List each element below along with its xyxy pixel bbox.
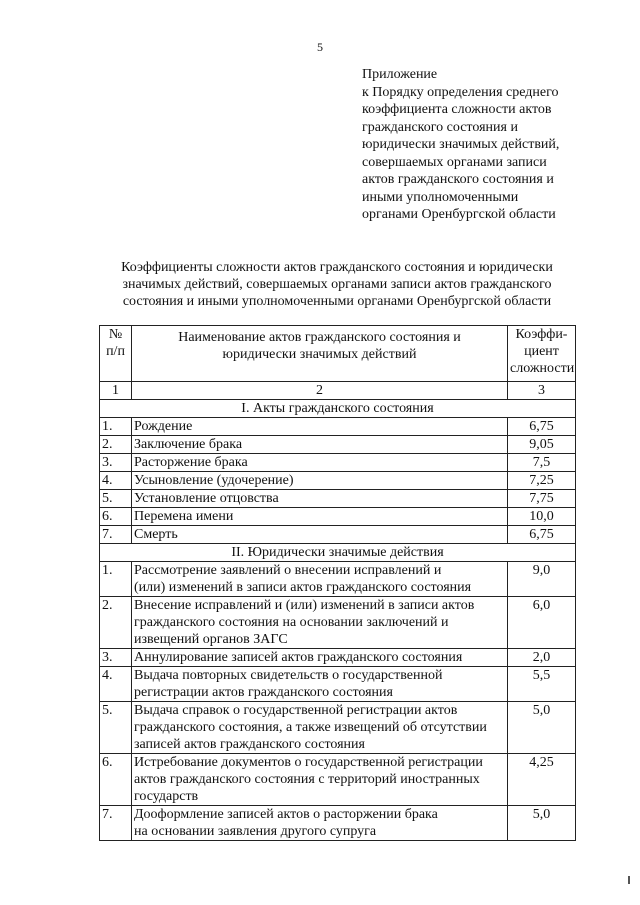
row-number: 2.	[100, 436, 132, 454]
coefficients-table	[99, 325, 576, 841]
row-coefficient: 2,0	[508, 649, 576, 667]
row-coefficient: 4,25	[508, 754, 576, 806]
row-coefficient: 9,0	[508, 562, 576, 597]
row-name: Выдача повторных свидетельств о государственной регистрации актов гражданского состояния	[132, 667, 508, 702]
table-row	[100, 418, 576, 436]
table-body	[100, 400, 576, 841]
row-coefficient: 9,05	[508, 436, 576, 454]
table-row	[100, 508, 576, 526]
table-row	[100, 667, 576, 702]
header-name: Наименование актов гражданского состояния и юридически значимых действий	[132, 326, 508, 382]
row-number: 5.	[100, 490, 132, 508]
row-coefficient: 7,75	[508, 490, 576, 508]
row-name: Аннулирование записей актов гражданского состояния	[132, 649, 508, 667]
page-edge-mark	[628, 876, 630, 884]
row-number: 1.	[100, 418, 132, 436]
section-title: II. Юридически значимые действия	[100, 544, 576, 562]
row-number: 2.	[100, 597, 132, 649]
table-row	[100, 436, 576, 454]
table-row	[100, 490, 576, 508]
row-number: 3.	[100, 649, 132, 667]
table-row	[100, 754, 576, 806]
table-row	[100, 562, 576, 597]
row-name: Установление отцовства	[132, 490, 508, 508]
section-title: I. Акты гражданского состояния	[100, 400, 576, 418]
table-row	[100, 702, 576, 754]
table-header-row	[100, 326, 576, 382]
row-name: Дооформление записей актов о расторжении брака на основании заявления другого супруга	[132, 806, 508, 841]
appendix-note: Приложение к Порядку определения среднего коэффициента сложности актов гражданского состояния и юридически значимых действий, совершаемых органами записи актов гражданского состояния и иными уполномоченными органами Оренбургской области	[362, 67, 560, 222]
row-name: Внесение исправлений и (или) изменений в записи актов гражданского состояния на основании заключений и извещений органов ЗАГС	[132, 597, 508, 649]
row-number: 6.	[100, 508, 132, 526]
row-coefficient: 7,5	[508, 454, 576, 472]
row-number: 6.	[100, 754, 132, 806]
row-number: 7.	[100, 806, 132, 841]
column-number: 2	[132, 382, 508, 400]
document-title: Коэффициенты сложности актов гражданского состояния и юридически значимых действий, совершаемых органами записи актов гражданского состояния и иными уполномоченными органами Оренбургской области	[121, 260, 553, 309]
row-number: 4.	[100, 472, 132, 490]
column-number: 1	[100, 382, 132, 400]
row-coefficient: 5,5	[508, 667, 576, 702]
row-number: 1.	[100, 562, 132, 597]
table-row	[100, 806, 576, 841]
row-coefficient: 6,0	[508, 597, 576, 649]
column-number: 3	[508, 382, 576, 400]
row-number: 4.	[100, 667, 132, 702]
section-row	[100, 544, 576, 562]
page-number: 5	[317, 40, 323, 54]
row-coefficient: 7,25	[508, 472, 576, 490]
table-row	[100, 454, 576, 472]
row-name: Смерть	[132, 526, 508, 544]
row-name: Расторжение брака	[132, 454, 508, 472]
section-row	[100, 400, 576, 418]
header-coefficient: Коэффи- циент сложности	[508, 326, 576, 382]
row-name: Истребование документов о государственной регистрации актов гражданского состояния с территорий иностранных государств	[132, 754, 508, 806]
row-name: Усыновление (удочерение)	[132, 472, 508, 490]
row-coefficient: 5,0	[508, 806, 576, 841]
row-coefficient: 5,0	[508, 702, 576, 754]
row-number: 3.	[100, 454, 132, 472]
header-number: № п/п	[100, 326, 132, 382]
row-coefficient: 10,0	[508, 508, 576, 526]
row-name: Рассмотрение заявлений о внесении исправлений и (или) изменений в записи актов гражданского состояния	[132, 562, 508, 597]
table-row	[100, 472, 576, 490]
table-row	[100, 649, 576, 667]
row-name: Перемена имени	[132, 508, 508, 526]
row-name: Выдача справок о государственной регистрации актов гражданского состояния, а также извещений об отсутствии записей актов гражданского состояния	[132, 702, 508, 754]
row-coefficient: 6,75	[508, 418, 576, 436]
table-row	[100, 597, 576, 649]
column-numbers-row	[100, 382, 576, 400]
row-number: 7.	[100, 526, 132, 544]
row-name: Рождение	[132, 418, 508, 436]
row-name: Заключение брака	[132, 436, 508, 454]
table-row	[100, 526, 576, 544]
row-coefficient: 6,75	[508, 526, 576, 544]
row-number: 5.	[100, 702, 132, 754]
